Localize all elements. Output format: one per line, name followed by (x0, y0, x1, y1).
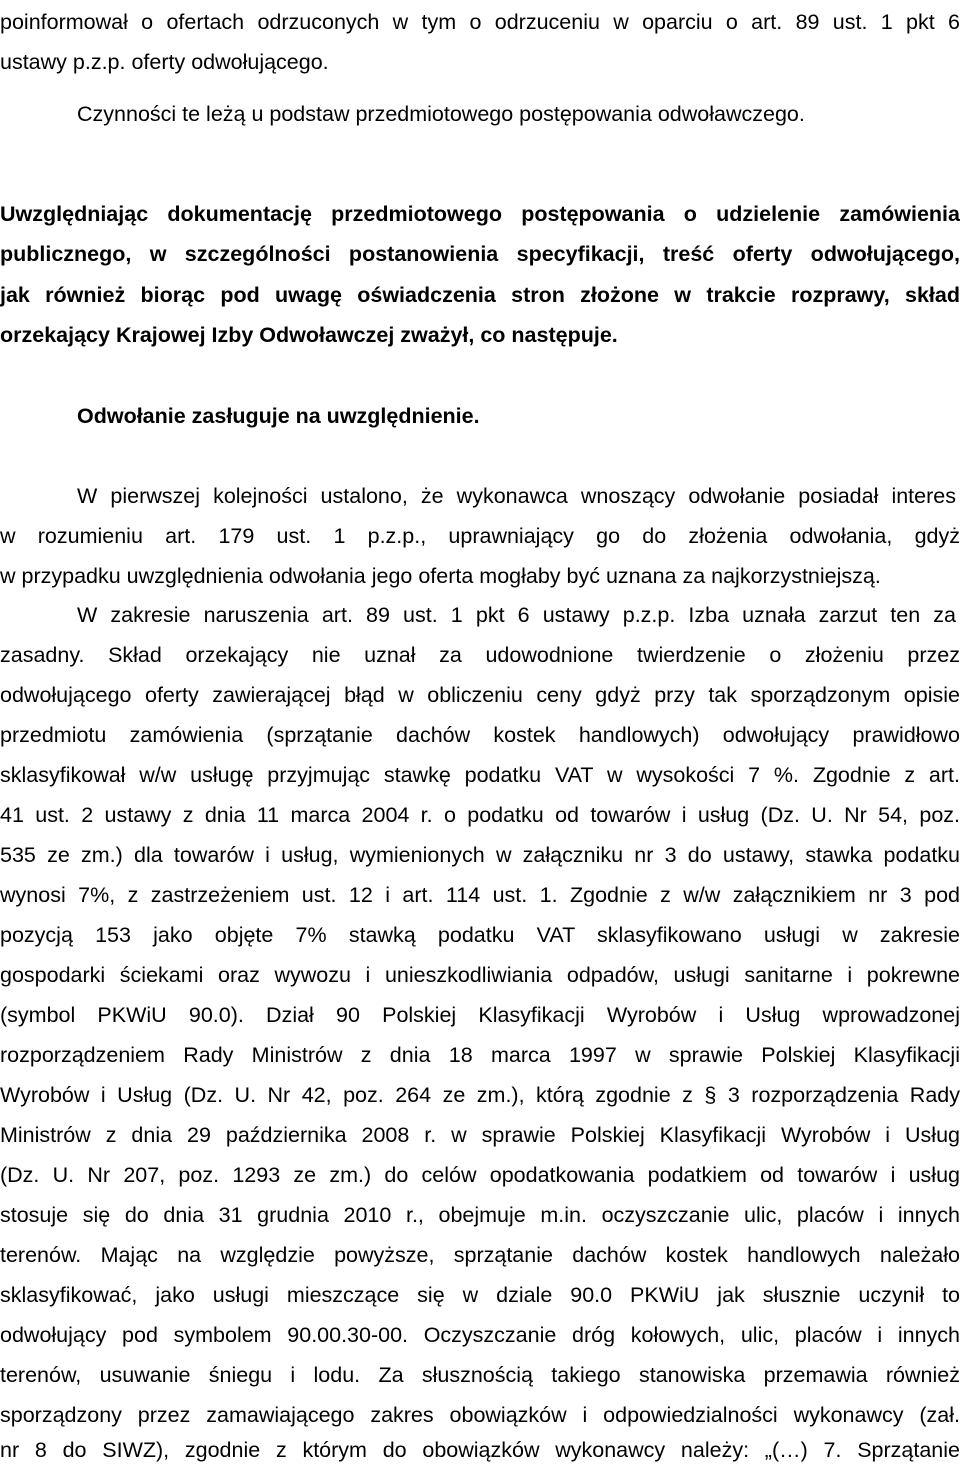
text-line: stosuje się do dnia 31 grudnia 2010 r., obejmuje m.in. oczyszczanie ulic, placów i innych (0, 1203, 960, 1227)
bold-text-line: Uwzględniając dokumentację przedmiotowego postępowania o udzielenie zamówienia (0, 202, 960, 226)
text-line: rozporządzeniem Rady Ministrów z dnia 18 marca 1997 w sprawie Polskiej Klasyfikacji (0, 1043, 960, 1067)
text-line: poinformował o ofertach odrzuconych w tym o odrzuceniu w oparciu o art. 89 ust. 1 pkt 6 (0, 10, 960, 34)
text-line: (symbol PKWiU 90.0). Dział 90 Polskiej Klasyfikacji Wyrobów i Usług wprowadzonej (0, 1003, 960, 1027)
text-line: terenów, usuwanie śniegu i lodu. Za słusznością takiego stanowiska przemawia również (0, 1363, 960, 1387)
text-line: przedmiotu zamówienia (sprzątanie dachów kostek handlowych) odwołujący prawidłowo (0, 723, 960, 747)
text-line: sklasyfikował w/w usługę przyjmując stawkę podatku VAT w wysokości 7 %. Zgodnie z art. (0, 763, 960, 787)
text-line: gospodarki ściekami oraz wywozu i unieszkodliwiania odpadów, usługi sanitarne i pokrewne (0, 963, 960, 987)
text-line: Wyrobów i Usług (Dz. U. Nr 42, poz. 264 ze zm.), którą zgodnie z § 3 rozporządzenia Rady (0, 1083, 960, 1107)
text-line: ustawy p.z.p. oferty odwołującego. (0, 50, 329, 74)
text-line: Ministrów z dnia 29 października 2008 r. w sprawie Polskiej Klasyfikacji Wyrobów i Usług (0, 1123, 960, 1147)
text-line: zasadny. Skład orzekający nie uznał za udowodnione twierdzenie o złożeniu przez (0, 643, 960, 667)
bold-text-line: jak również biorąc pod uwagę oświadczenia stron złożone w trakcie rozprawy, skład (0, 283, 960, 307)
text-line: Czynności te leżą u podstaw przedmiotowego postępowania odwoławczego. (77, 102, 805, 126)
text-line: terenów. Mając na względzie powyższe, sprzątanie dachów kostek handlowych należało (0, 1243, 960, 1267)
text-line: 41 ust. 2 ustawy z dnia 11 marca 2004 r. o podatku od towarów i usług (Dz. U. Nr 54, poz. (0, 803, 960, 827)
bold-text-line: publicznego, w szczególności postanowienia specyfikacji, treść oferty odwołującego, (0, 242, 960, 266)
text-line: sklasyfikować, jako usługi mieszczące się w dziale 90.0 PKWiU jak słusznie uczynił to (0, 1283, 960, 1307)
text-line: nr 8 do SIWZ), zgodnie z którym do obowiązków wykonawcy należy: „(…) 7. Sprzątanie (0, 1438, 960, 1462)
text-line: odwołującego oferty zawierającej błąd w obliczeniu ceny gdyż przy tak sporządzonym opisie (0, 683, 960, 707)
text-line: wynosi 7%, z zastrzeżeniem ust. 12 i art. 114 ust. 1. Zgodnie z w/w załącznikiem nr 3 pod (0, 883, 960, 907)
bold-text-line: orzekający Krajowej Izby Odwoławczej zważył, co następuje. (0, 323, 618, 347)
text-line: (Dz. U. Nr 207, poz. 1293 ze zm.) do celów opodatkowania podatkiem od towarów i usług (0, 1163, 960, 1187)
text-line: 535 ze zm.) dla towarów i usług, wymienionych w załączniku nr 3 do ustawy, stawka podatku (0, 843, 960, 867)
text-line: pozycją 153 jako objęte 7% stawką podatku VAT sklasyfikowano usługi w zakresie (0, 923, 960, 947)
text-line: w rozumieniu art. 179 ust. 1 p.z.p., uprawniający go do złożenia odwołania, gdyż (0, 524, 960, 548)
text-line: w przypadku uwzględnienia odwołania jego oferta mogłaby być uznana za najkorzystniejszą. (0, 564, 881, 588)
text-line: W zakresie naruszenia art. 89 ust. 1 pkt 6 ustawy p.z.p. Izba uznała zarzut ten za (77, 603, 956, 627)
text-line: odwołujący pod symbolem 90.00.30-00. Oczyszczanie dróg kołowych, ulic, placów i innych (0, 1323, 960, 1347)
text-line: sporządzony przez zamawiającego zakres obowiązków i odpowiedzialności wykonawcy (zał. (0, 1403, 960, 1427)
section-heading: Odwołanie zasługuje na uwzględnienie. (77, 404, 480, 428)
text-line: W pierwszej kolejności ustalono, że wykonawca wnoszący odwołanie posiadał interes (77, 484, 956, 508)
